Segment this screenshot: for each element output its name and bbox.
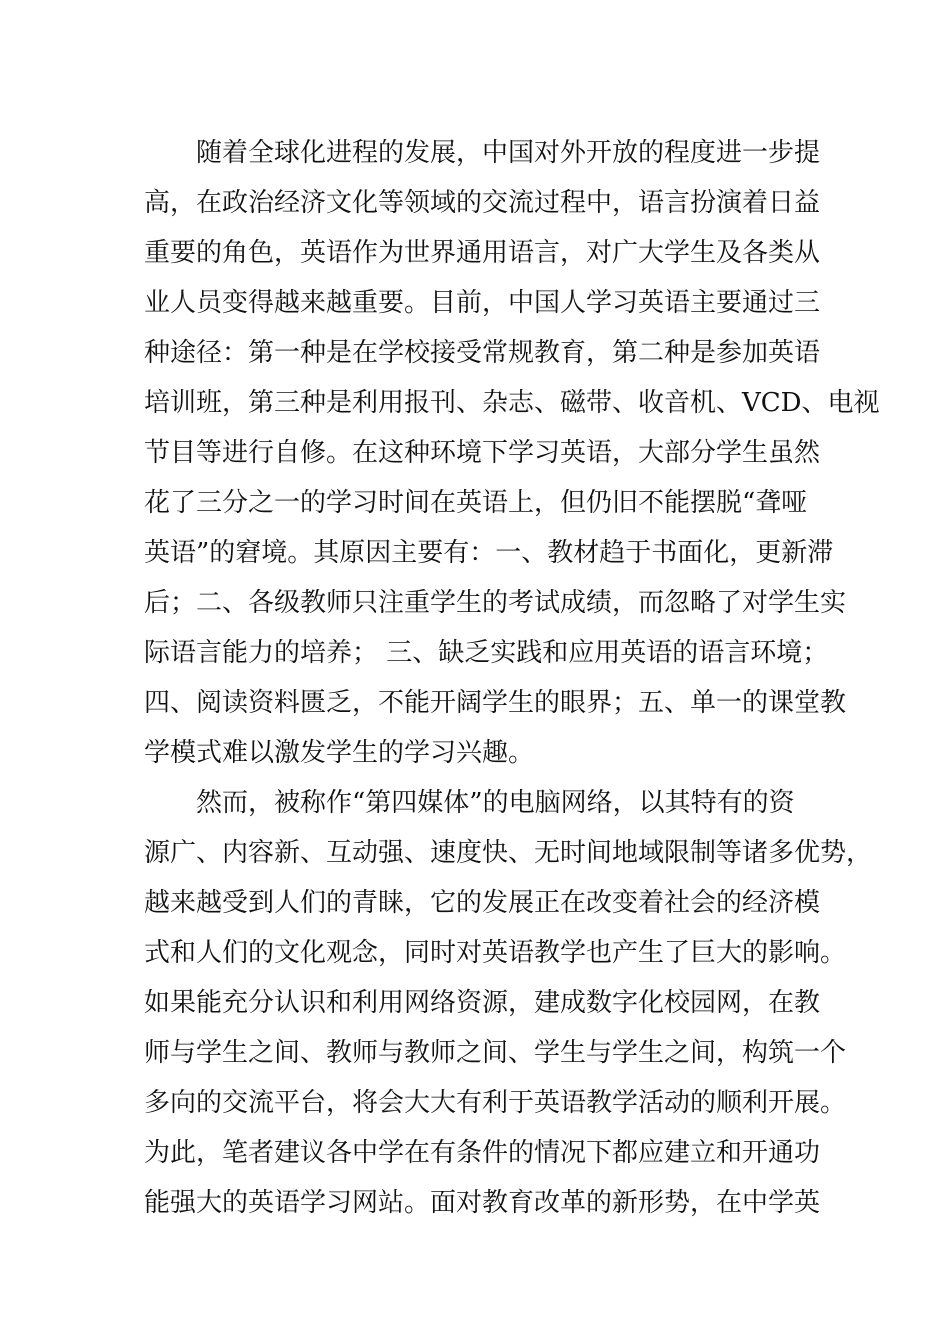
text-line: 如果能充分认识和利用网络资源，建成数字化校园网，在教	[144, 988, 821, 1018]
text-line: 能强大的英语学习网站。面对教育改革的新形势，在中学英	[144, 1188, 821, 1218]
text-line: 际语言能力的培养； 三、缺乏实践和应用英语的语言环境；	[144, 638, 829, 668]
paragraph-1	[144, 128, 880, 778]
text-line: 高，在政治经济文化等领域的交流过程中，语言扮演着日益	[144, 188, 821, 218]
text-line: 为此，笔者建议各中学在有条件的情况下都应建立和开通功	[144, 1138, 821, 1168]
text-line: 种途径：第一种是在学校接受常规教育，第二种是参加英语	[144, 338, 821, 368]
text-line: 培训班，第三种是利用报刊、杂志、磁带、收音机、VCD、电视	[144, 388, 880, 418]
paragraph-2	[144, 778, 873, 1228]
text-line: 式和人们的文化观念，同时对英语教学也产生了巨大的影响。	[144, 938, 847, 968]
text-line: 越来越受到人们的青睐，它的发展正在改变着社会的经济模	[144, 888, 821, 918]
text-line: 节目等进行自修。在这种环境下学习英语，大部分学生虽然	[144, 438, 821, 468]
text-line: 学模式难以激发学生的学习兴趣。	[144, 738, 535, 768]
text-line: 英语”的窘境。其原因主要有：一、教材趋于书面化，更新滞	[144, 538, 834, 568]
text-line: 花了三分之一的学习时间在英语上，但仍旧不能摆脱“聋哑	[144, 488, 808, 518]
text-line: 后；二、各级教师只注重学生的考试成绩，而忽略了对学生实	[144, 588, 847, 618]
text-line: 重要的角色，英语作为世界通用语言，对广大学生及各类从	[144, 238, 821, 268]
text-line: 业人员变得越来越重要。目前，中国人学习英语主要通过三	[144, 288, 821, 318]
text-line: 然而，被称作“第四媒体”的电脑网络，以其特有的资	[196, 788, 795, 818]
text-line: 多向的交流平台，将会大大有利于英语教学活动的顺利开展。	[144, 1088, 847, 1118]
body-text	[144, 128, 880, 1228]
text-line: 四、阅读资料匮乏，不能开阔学生的眼界；五、单一的课堂教	[144, 688, 847, 718]
text-line: 随着全球化进程的发展，中国对外开放的程度进一步提	[196, 138, 821, 168]
text-line: 源广、内容新、互动强、速度快、无时间地域限制等诸多优势，	[144, 838, 873, 868]
text-line: 师与学生之间、教师与教师之间、学生与学生之间，构筑一个	[144, 1038, 847, 1068]
